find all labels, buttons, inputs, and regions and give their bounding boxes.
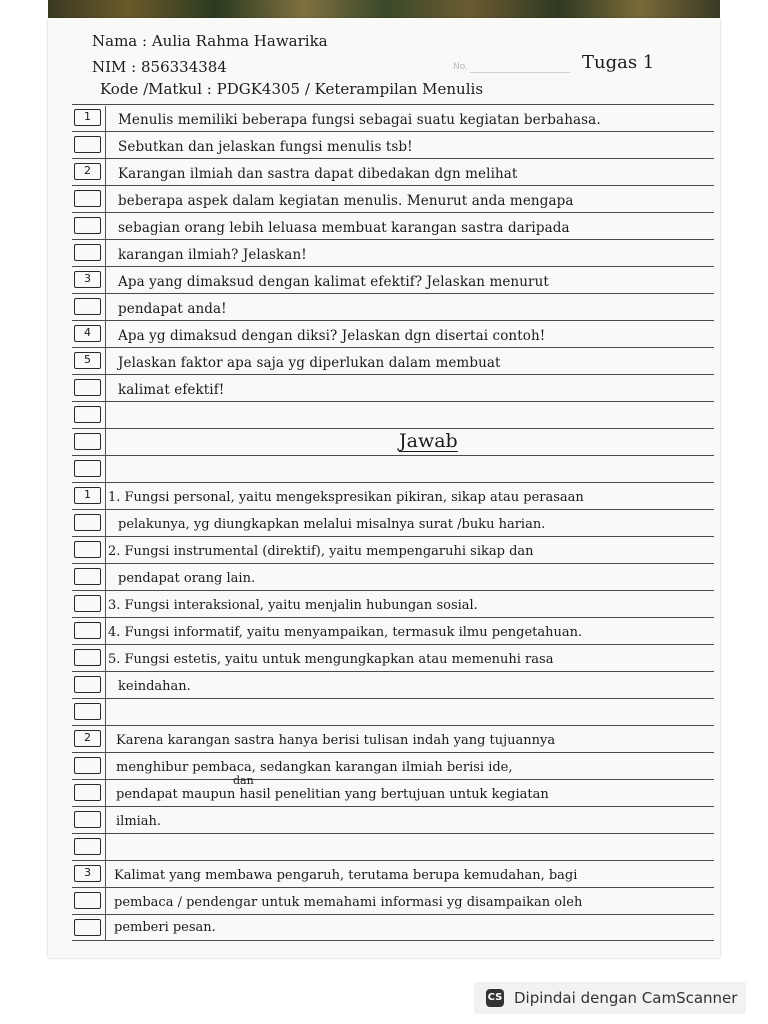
camscanner-icon: CS bbox=[486, 989, 504, 1007]
jawab-heading: Jawab bbox=[399, 430, 458, 452]
number-box: 1 bbox=[74, 487, 101, 504]
ruled-line bbox=[72, 347, 714, 348]
no-label: No. bbox=[453, 62, 468, 72]
ruled-line bbox=[72, 185, 714, 186]
margin-line bbox=[105, 106, 106, 940]
answer-2-inserted-word: dan bbox=[233, 774, 254, 787]
question-2-line: karangan ilmiah? Jelaskan! bbox=[118, 247, 307, 263]
number-box-empty bbox=[74, 406, 101, 423]
number-box-empty bbox=[74, 703, 101, 720]
ruled-line bbox=[72, 752, 714, 753]
ruled-line bbox=[72, 212, 714, 213]
header-nim: NIM : 856334384 bbox=[92, 58, 227, 76]
number-box-empty bbox=[74, 244, 101, 261]
answer-1-line: 2. Fungsi instrumental (direktif), yaitu mempengaruhi sikap dan bbox=[108, 544, 534, 559]
question-2-line: Karangan ilmiah dan sastra dapat dibedakan dgn melihat bbox=[118, 166, 518, 182]
answer-3-line: pembaca / pendengar untuk memahami informasi yg disampaikan oleh bbox=[114, 895, 583, 910]
number-box-empty bbox=[74, 217, 101, 234]
ruled-line bbox=[72, 563, 714, 564]
answer-1-line: pendapat orang lain. bbox=[118, 571, 256, 586]
ruled-line bbox=[72, 644, 714, 645]
number-box-empty bbox=[74, 298, 101, 315]
question-3-line: pendapat anda! bbox=[118, 301, 227, 317]
ruled-line bbox=[72, 401, 714, 402]
ruled-line bbox=[72, 914, 714, 915]
ruled-line bbox=[72, 698, 714, 699]
header-kode-matkul: Kode /Matkul : PDGK4305 / Keterampilan Menulis bbox=[100, 80, 484, 98]
number-box: 2 bbox=[74, 163, 101, 180]
ruled-line bbox=[72, 860, 714, 861]
ruled-line bbox=[72, 725, 714, 726]
number-box-empty bbox=[74, 919, 101, 936]
ruled-line bbox=[72, 482, 714, 483]
camscanner-badge bbox=[474, 982, 746, 1014]
question-4-line: Apa yg dimaksud dengan diksi? Jelaskan dgn disertai contoh! bbox=[118, 328, 546, 344]
number-box-empty bbox=[74, 541, 101, 558]
ruled-line bbox=[72, 266, 714, 267]
no-underline bbox=[470, 72, 570, 73]
camscanner-label: Dipindai dengan CamScanner bbox=[514, 989, 738, 1007]
number-box-empty bbox=[74, 757, 101, 774]
number-box-empty bbox=[74, 784, 101, 801]
number-box: 3 bbox=[74, 271, 101, 288]
ruled-line bbox=[72, 374, 714, 375]
answer-1-line: pelakunya, yg diungkapkan melalui misalnya surat /buku harian. bbox=[118, 517, 546, 532]
question-5-line: kalimat efektif! bbox=[118, 382, 225, 398]
answer-3-line: Kalimat yang membawa pengaruh, terutama berupa kemudahan, bagi bbox=[114, 868, 578, 883]
question-2-line: sebagian orang lebih leluasa membuat karangan sastra daripada bbox=[118, 220, 570, 236]
question-1-line: Sebutkan dan jelaskan fungsi menulis tsb! bbox=[118, 139, 413, 155]
answer-1-line: keindahan. bbox=[118, 679, 191, 694]
ruled-line bbox=[72, 104, 714, 105]
number-box: 4 bbox=[74, 325, 101, 342]
answer-1-line: 3. Fungsi interaksional, yaitu menjalin hubungan sosial. bbox=[108, 598, 478, 613]
ruled-line bbox=[72, 239, 714, 240]
number-box-empty bbox=[74, 190, 101, 207]
ruled-line bbox=[72, 833, 714, 834]
number-box-empty bbox=[74, 514, 101, 531]
number-box-empty bbox=[74, 460, 101, 477]
answer-2-line: ilmiah. bbox=[116, 814, 162, 829]
number-box: 2 bbox=[74, 730, 101, 747]
ruled-line bbox=[72, 940, 714, 941]
ruled-line bbox=[72, 455, 714, 456]
ruled-line bbox=[72, 320, 714, 321]
answer-2-line: Karena karangan sastra hanya berisi tulisan indah yang tujuannya bbox=[116, 733, 556, 748]
number-box-empty bbox=[74, 433, 101, 450]
number-box-empty bbox=[74, 676, 101, 693]
question-2-line: beberapa aspek dalam kegiatan menulis. Menurut anda mengapa bbox=[118, 193, 574, 209]
number-box: 1 bbox=[74, 109, 101, 126]
number-box-empty bbox=[74, 649, 101, 666]
header-nama: Nama : Aulia Rahma Hawarika bbox=[92, 32, 328, 50]
number-box-empty bbox=[74, 568, 101, 585]
ruled-line bbox=[72, 293, 714, 294]
number-box-empty bbox=[74, 622, 101, 639]
number-box: 3 bbox=[74, 865, 101, 882]
question-5-line: Jelaskan faktor apa saja yg diperlukan dalam membuat bbox=[118, 355, 501, 371]
number-box-empty bbox=[74, 595, 101, 612]
answer-1-line: 1. Fungsi personal, yaitu mengekspresikan pikiran, sikap atau perasaan bbox=[108, 490, 584, 505]
ruled-line bbox=[72, 131, 714, 132]
ruled-line bbox=[72, 158, 714, 159]
ruled-line bbox=[72, 509, 714, 510]
tugas-title: Tugas 1 bbox=[582, 52, 655, 73]
answer-2-line: menghibur pembaca, sedangkan karangan ilmiah berisi ide, bbox=[116, 760, 513, 775]
number-box-empty bbox=[74, 379, 101, 396]
ruled-line bbox=[72, 617, 714, 618]
answer-1-line: 4. Fungsi informatif, yaitu menyampaikan, termasuk ilmu pengetahuan. bbox=[108, 625, 583, 640]
ruled-line bbox=[72, 590, 714, 591]
answer-1-line: 5. Fungsi estetis, yaitu untuk mengungkapkan atau memenuhi rasa bbox=[108, 652, 554, 667]
answer-2-line: pendapat maupun hasil penelitian yang bertujuan untuk kegiatan bbox=[116, 787, 549, 802]
ruled-line bbox=[72, 671, 714, 672]
ruled-line bbox=[72, 806, 714, 807]
number-box-empty bbox=[74, 838, 101, 855]
ruled-line bbox=[72, 887, 714, 888]
answer-3-line: pemberi pesan. bbox=[114, 920, 216, 935]
number-box-empty bbox=[74, 811, 101, 828]
ruled-line bbox=[72, 536, 714, 537]
ruled-line bbox=[72, 779, 714, 780]
question-3-line: Apa yang dimaksud dengan kalimat efektif? Jelaskan menurut bbox=[118, 274, 549, 290]
number-box: 5 bbox=[74, 352, 101, 369]
number-box-empty bbox=[74, 136, 101, 153]
number-box-empty bbox=[74, 892, 101, 909]
question-1-line: Menulis memiliki beberapa fungsi sebagai suatu kegiatan berbahasa. bbox=[118, 112, 601, 128]
ruled-line bbox=[72, 428, 714, 429]
